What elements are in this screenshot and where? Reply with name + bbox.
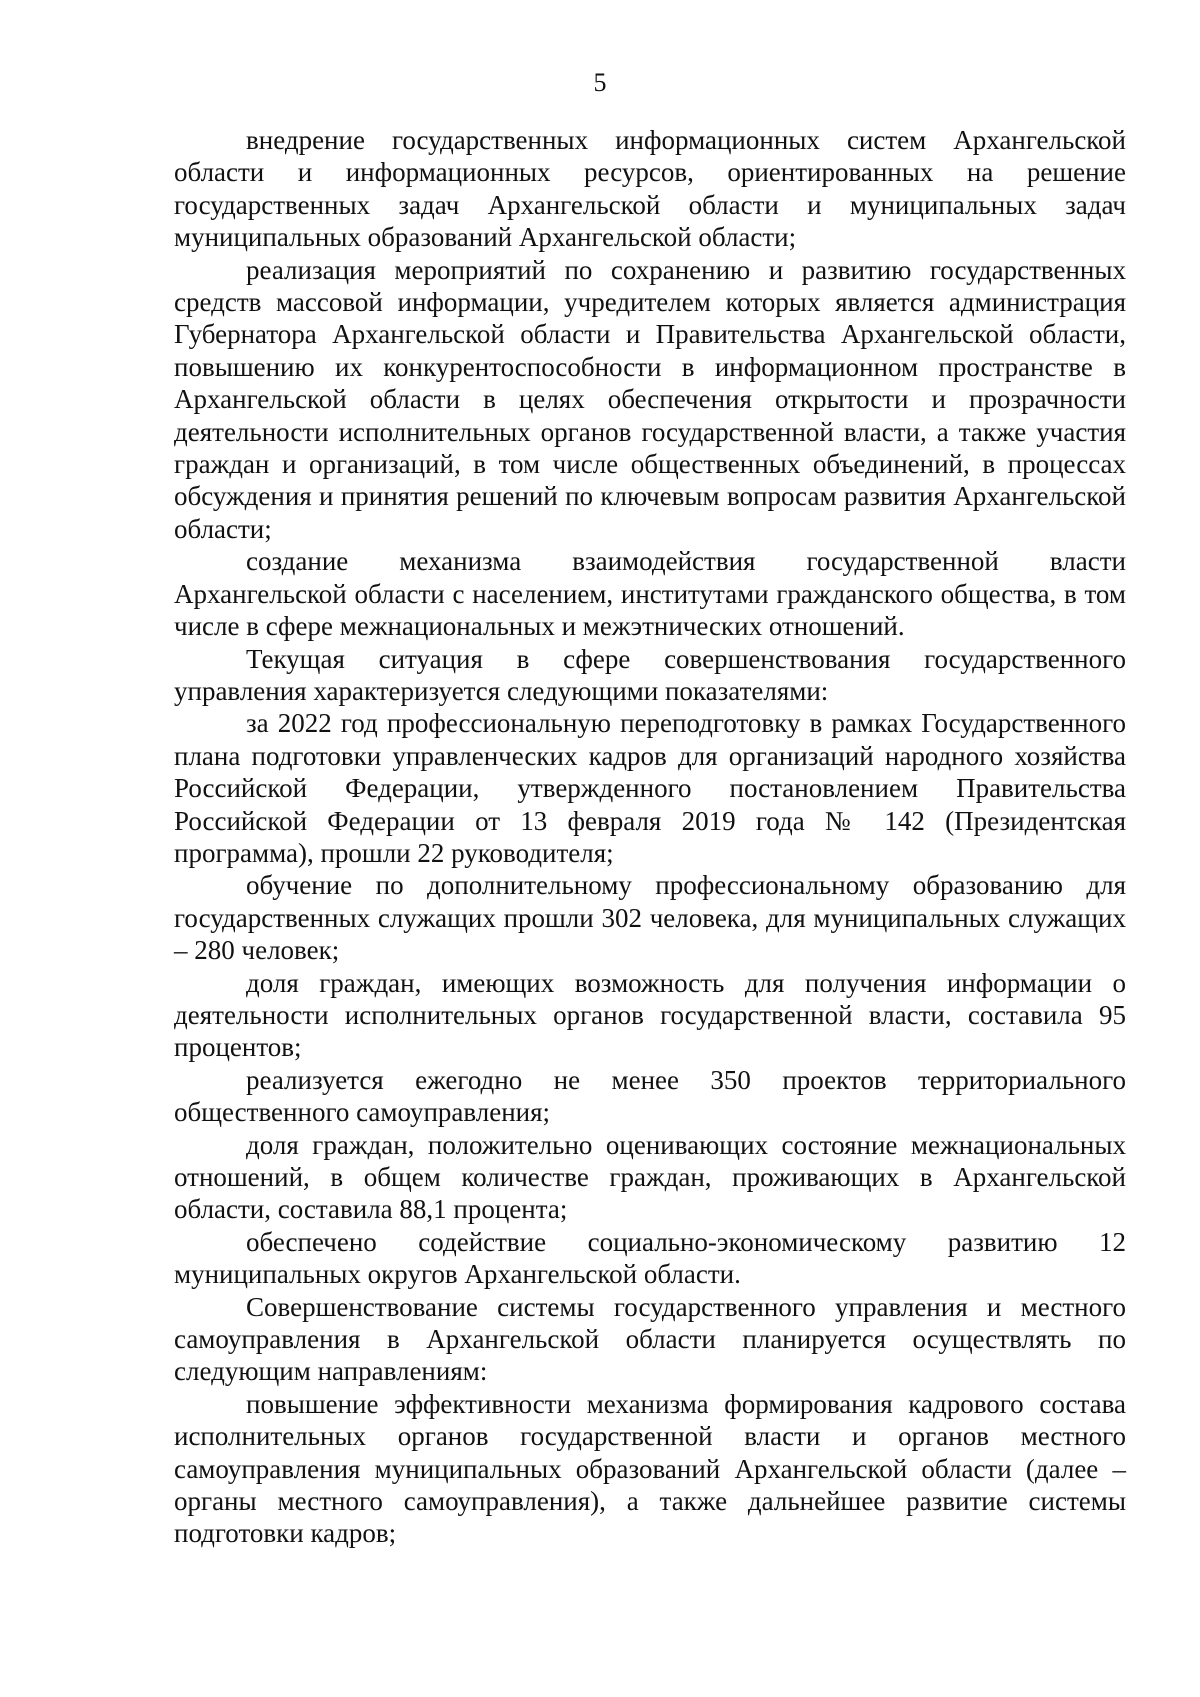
page-number: 5	[593, 68, 607, 97]
paragraph: доля граждан, имеющих возможность для получения информации о деятельности исполнительных органов государственной власти, составила 95 процентов;	[174, 967, 1126, 1063]
paragraph: повышение эффективности механизма формирования кадрового состава исполнительных органов государственной власти и органов местного самоуправления муниципальных образований Архангельской области (далее – органы местного самоуправления), а также дальнейшее развитие системы подготовки кадров;	[174, 1388, 1126, 1549]
paragraph: за 2022 год профессиональную переподготовку в рамках Государственного плана подготовки управленческих кадров для организаций народного хозяйства Российской Федерации, утвержденного постановлением Правительства Российской Федерации от 13 февраля 2019 года № 142 (Президентская программа), прошли 22 руководителя;	[174, 708, 1126, 868]
paragraph: реализация мероприятий по сохранению и развитию государственных средств массовой информации, учредителем которых является администрация Губернатора Архангельской области и Правительства Архангельской области, повышению их конкурентоспособности в информационном пространстве в Архангельской области в целях обеспечения открытости и прозрачности деятельности исполнительных органов государственной власти, а также участия граждан и организаций, в том числе общественных объединений, в процессах обсуждения и принятия решений по ключевым вопросам развития Архангельской области;	[174, 254, 1126, 544]
document-body	[174, 124, 1126, 1550]
paragraph: реализуется ежегодно не менее 350 проектов территориального общественного самоуправления;	[174, 1064, 1126, 1128]
paragraph: обеспечено содействие социально-экономическому развитию 12 муниципальных округов Архангельской области.	[174, 1226, 1126, 1290]
paragraph: обучение по дополнительному профессиональному образованию для государственных служащих прошли 302 человека, для муниципальных служащих – 280 человек;	[174, 870, 1126, 966]
paragraph: создание механизма взаимодействия государственной власти Архангельской области с населением, институтами гражданского общества, в том числе в сфере межнациональных и межэтнических отношений.	[174, 546, 1126, 642]
paragraph: внедрение государственных информационных систем Архангельской области и информационных ресурсов, ориентированных на решение государственных задач Архангельской области и муниципальных задач муниципальных образований Архангельской области;	[174, 125, 1126, 253]
paragraph: Текущая ситуация в сфере совершенствования государственного управления характеризуется следующими показателями:	[174, 643, 1126, 706]
paragraph: доля граждан, положительно оценивающих состояние межнациональных отношений, в общем количестве граждан, проживающих в Архангельской области, составила 88,1 процента;	[174, 1129, 1126, 1225]
paragraph: Совершенствование системы государственного управления и местного самоуправления в Архангельской области планируется осуществлять по следующим направлениям:	[174, 1291, 1126, 1387]
